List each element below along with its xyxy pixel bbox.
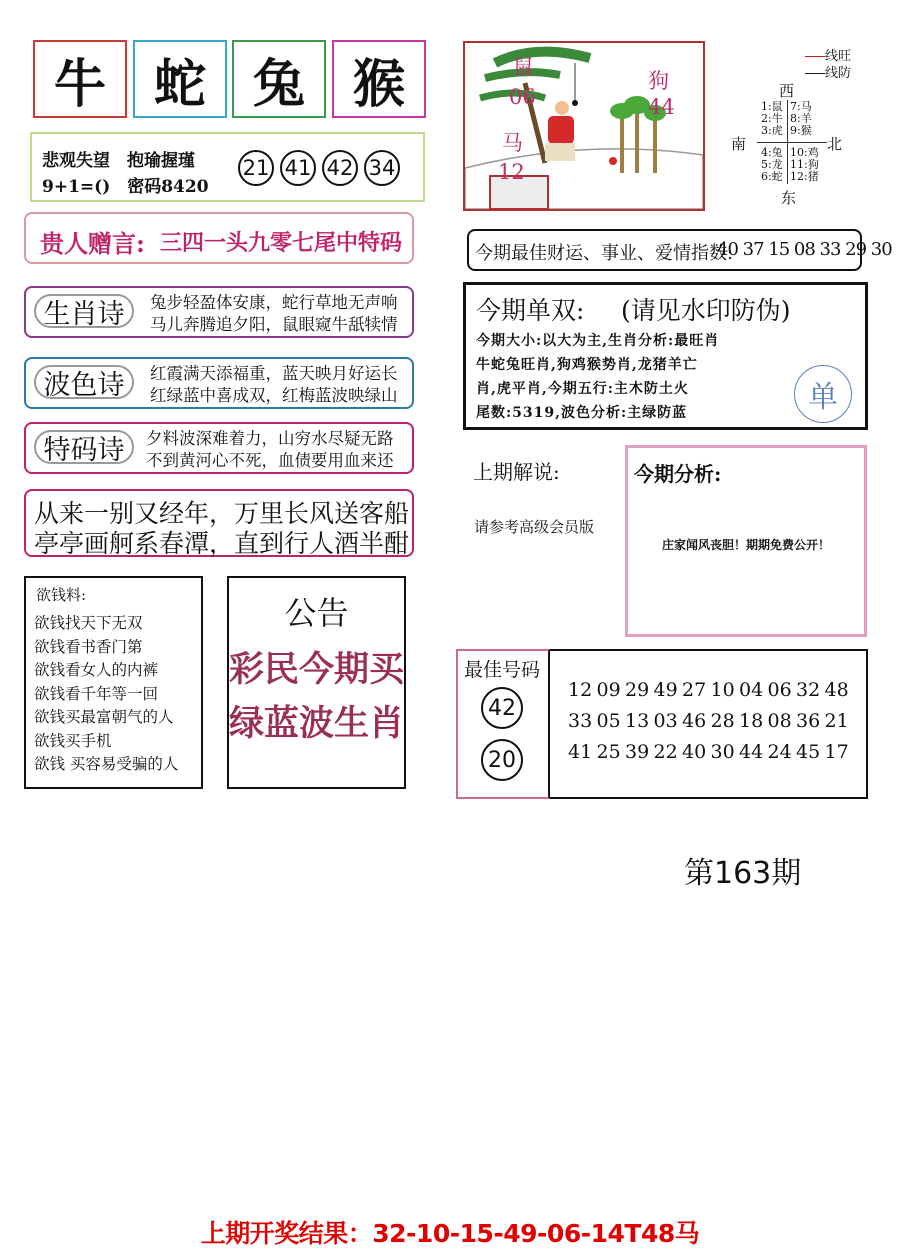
analysis-title: 今期分析: (634, 462, 722, 486)
odd-even-body: 今期大小:以大为主,生肖分析:最旺肖 牛蛇兔旺肖,狗鸡猴势肖,龙猪羊亡 肖,虎平肖,今期五行:主木防土火 尾数:5319,波色分析:主绿防蓝 (476, 333, 720, 421)
direction-west: 西 (779, 82, 795, 100)
dog-label: 狗 (648, 69, 669, 93)
noble-label: 贵人赠言: (40, 229, 145, 258)
money-line: 欲钱看女人的内裤 (34, 661, 159, 679)
issue-number: 第163期 (684, 856, 802, 891)
poem-text: 夕料波深难着力，山穷水尽疑无路 不到黄河心不死，血债要用血来还 (146, 429, 394, 470)
analysis-text: 庄家闻风丧胆！期期免费公开！ (661, 538, 830, 552)
poem-title: 波色诗 (34, 365, 134, 399)
notice-box (227, 576, 406, 789)
best-number-circle: 42 (481, 687, 523, 729)
last-explain-text: 请参考高级会员版 (474, 518, 595, 536)
odd-even-box (463, 282, 868, 430)
verse-line-2: 亭亭画舸系春潭，直到行人酒半酣 (34, 529, 410, 558)
compass-top-left: 1:鼠 2:牛 3:虎 (761, 100, 783, 137)
direction-east: 东 (781, 189, 797, 207)
number-circle: 41 (280, 150, 316, 186)
info-circles (238, 150, 406, 186)
zodiac-box-3: 兔 (232, 40, 326, 118)
odd-even-watermark: (请见水印防伪) (621, 296, 791, 325)
zodiac-box-1: 牛 (33, 40, 127, 118)
compass-bottom-right: 10:鸡 11:狗 12:猪 (790, 146, 819, 183)
notice-title: 公告 (284, 594, 349, 632)
notice-line-1: 彩民今期买 (229, 649, 405, 690)
horse-label: 马 (502, 131, 523, 155)
picture-frame (463, 41, 705, 211)
info-line-1: 悲观失望 抱瑜握瑾 (42, 151, 195, 171)
fortune-box (467, 229, 892, 271)
odd-even-title: 今期单双: (476, 296, 585, 325)
number-circle: 42 (322, 150, 358, 186)
money-lines (34, 612, 178, 777)
legend-guard: 线防 (805, 62, 851, 81)
fortune-label: 今期最佳财运、事业、爱情指数: (475, 243, 734, 264)
number-circle: 21 (238, 150, 274, 186)
verse-box (24, 489, 414, 557)
compass (727, 45, 897, 210)
best-numbers-box (456, 649, 868, 799)
number-row: 41 25 39 22 40 30 44 24 45 17 (568, 741, 849, 763)
notice-line-2: 绿蓝波生肖 (229, 703, 405, 744)
verse-line-1: 从来一别又经年，万里长风送客船 (34, 499, 410, 528)
money-line: 欲钱买手机 (34, 731, 112, 750)
number-row: 12 09 29 49 27 10 04 06 32 48 (568, 679, 849, 701)
zodiac-box-4: 猴 (332, 40, 426, 118)
money-line: 欲钱买最富朝气的人 (34, 708, 174, 726)
direction-south: 南 (731, 135, 747, 153)
odd-stamp: 单 (794, 365, 852, 423)
poem-text: 红霞满天添福重，蓝天映月好运长 红绿蓝中喜成双，红梅蓝波映绿山 (150, 364, 398, 405)
best-number-circle: 20 (481, 739, 523, 781)
money-line: 欲钱看千年等一回 (34, 684, 159, 703)
last-result: 上期开奖结果：32-10-15-49-06-14T48马 (200, 1219, 700, 1248)
direction-north: 北 (827, 135, 843, 153)
info-box (30, 132, 425, 202)
horse-number: 12 (498, 160, 525, 184)
rat-number: 06 (509, 85, 536, 109)
last-explain-title: 上期解说: (473, 460, 560, 484)
fortune-numbers: 40 37 15 08 33 29 30 (717, 239, 892, 260)
money-line: 欲钱 买容易受骗的人 (34, 755, 179, 773)
best-numbers-left (456, 649, 550, 799)
analysis-box (625, 445, 867, 637)
poem-title: 生肖诗 (34, 294, 134, 328)
poem-box-special (24, 422, 414, 474)
poem-text: 兔步轻盈体安康，蛇行草地无声响 马儿奔腾追夕阳，鼠眼窥牛舐犊情 (150, 293, 398, 334)
compass-top-right: 7:马 8:羊 9:猴 (790, 100, 812, 137)
zodiac-box-2: 蛇 (133, 40, 227, 118)
poem-title: 特码诗 (34, 430, 134, 464)
compass-bottom-left: 4:兔 5:龙 6:蛇 (761, 146, 783, 183)
poem-box-color (24, 357, 414, 409)
money-line: 欲钱看书香门第 (34, 637, 143, 656)
rat-label: 鼠 (513, 55, 534, 79)
best-numbers-title: 最佳号码 (464, 659, 541, 681)
legend-prosper: 线旺 (805, 45, 851, 64)
poem-box-zodiac (24, 286, 414, 338)
number-circle: 34 (364, 150, 400, 186)
money-line: 欲钱找天下无双 (34, 614, 143, 632)
info-line-2: 9+1=() 密码8420 (42, 177, 209, 197)
number-row: 33 05 13 03 46 28 18 08 36 21 (568, 710, 849, 732)
dog-number: 44 (648, 95, 675, 119)
best-numbers-grid (568, 675, 853, 768)
money-box (24, 576, 203, 789)
noble-words-box (24, 212, 414, 264)
money-title: 欲钱料: (36, 586, 87, 604)
noble-text: 三四一头九零七尾中特码 (160, 230, 403, 256)
